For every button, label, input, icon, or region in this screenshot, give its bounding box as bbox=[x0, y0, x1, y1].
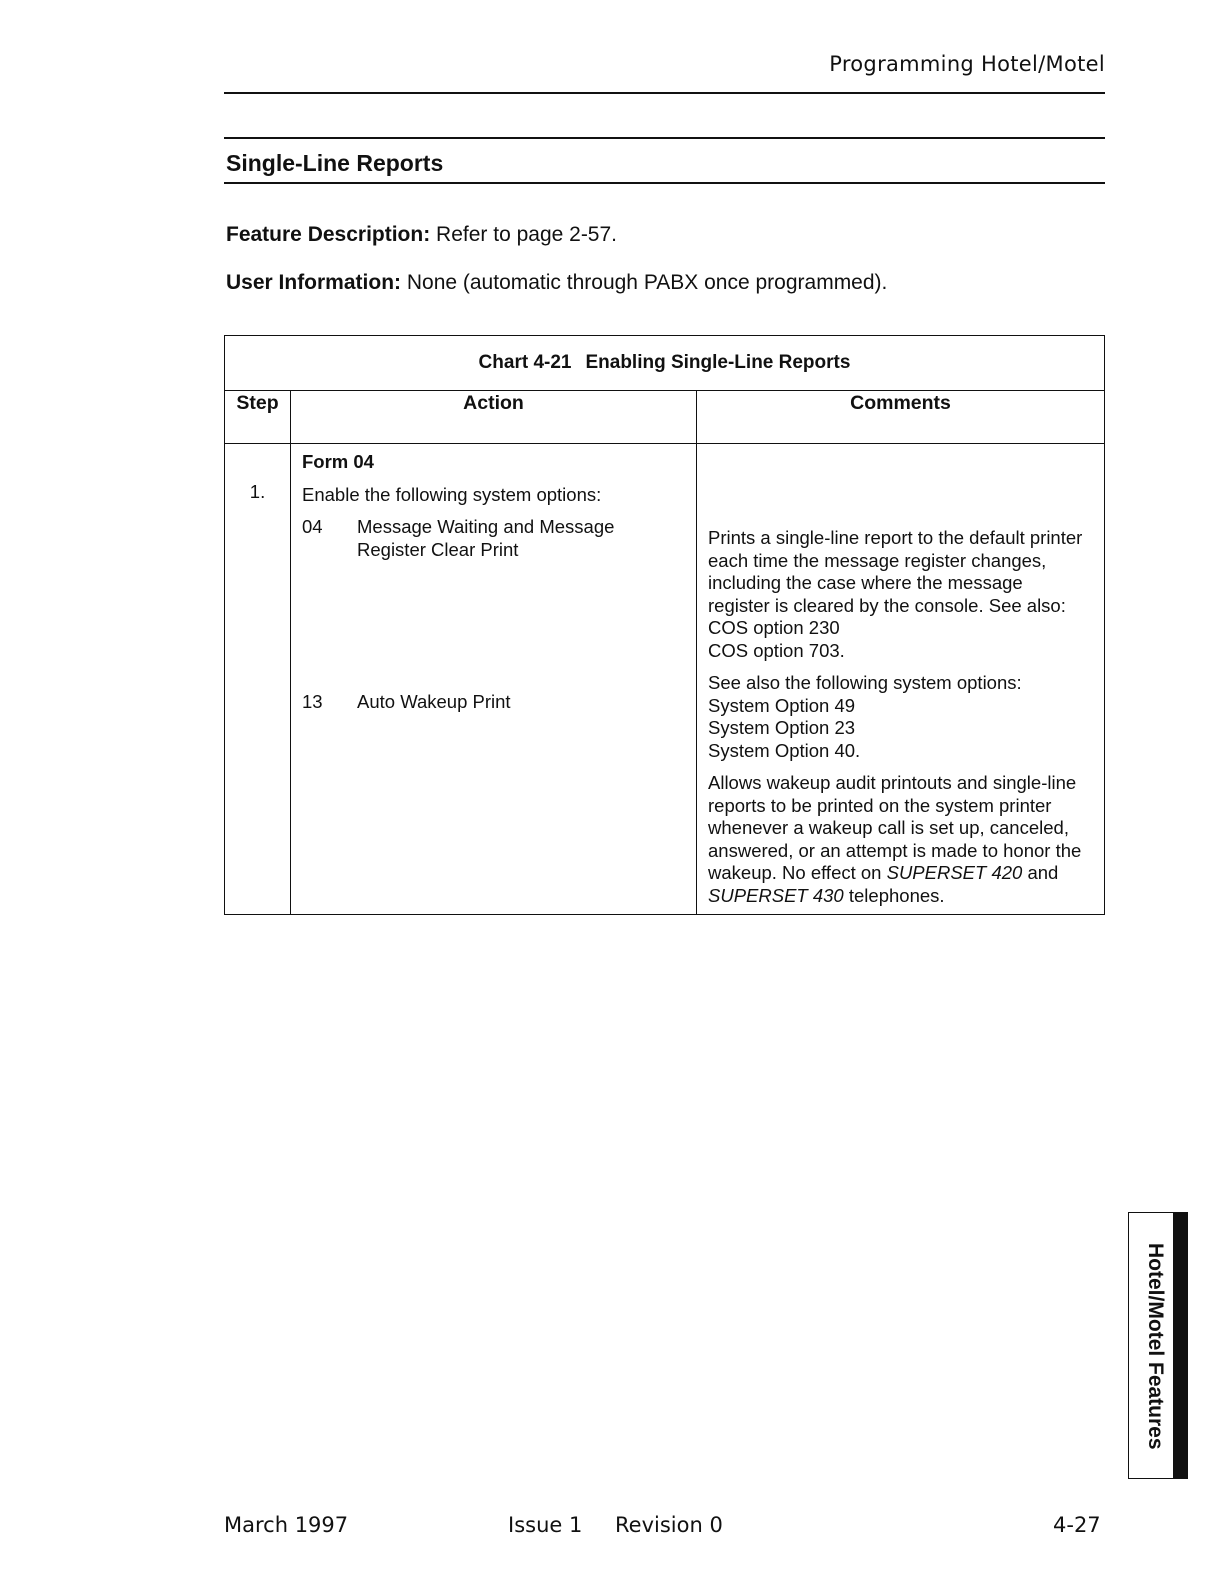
comment-line: each time the message register changes, bbox=[708, 549, 1047, 571]
chart-caption bbox=[225, 336, 1105, 391]
product-name: SUPERSET 420 bbox=[886, 862, 1023, 883]
comment-line: System Option 23 bbox=[708, 717, 856, 738]
feature-description-text: Refer to page 2-57. bbox=[430, 223, 618, 246]
column-header-step: Step bbox=[225, 391, 291, 444]
chart-table bbox=[224, 335, 1105, 915]
footer-date: March 1997 bbox=[224, 1513, 349, 1537]
feature-description bbox=[226, 223, 617, 247]
page-number: 4-27 bbox=[1053, 1513, 1101, 1537]
comment-line: See also the following system options: bbox=[708, 672, 1022, 693]
comment-line bbox=[708, 862, 1093, 885]
option-row bbox=[302, 516, 685, 561]
action-cell bbox=[291, 444, 697, 915]
option-code: 13 bbox=[302, 691, 323, 712]
comment-line: System Option 49 bbox=[708, 694, 856, 716]
comment-text: wakeup. No effect on bbox=[708, 862, 887, 883]
comment-line: register is cleared by the console. See also: bbox=[708, 594, 1066, 616]
comment-line: System Option 40. bbox=[708, 739, 861, 761]
form-label: Form 04 bbox=[302, 451, 374, 472]
section-bottom-rule bbox=[224, 182, 1105, 184]
section-title: Single-Line Reports bbox=[226, 150, 444, 176]
action-intro: Enable the following system options: bbox=[302, 483, 602, 505]
option-row bbox=[302, 691, 685, 714]
comment-option-04 bbox=[708, 527, 1093, 762]
comment-line: COS option 703. bbox=[708, 639, 845, 661]
comment-line: whenever a wakeup call is set up, canceled, bbox=[708, 817, 1069, 838]
comment-line: answered, or an attempt is made to honor the bbox=[708, 839, 1082, 861]
chart-title: Enabling Single-Line Reports bbox=[585, 352, 851, 373]
column-header-comments: Comments bbox=[697, 391, 1105, 444]
running-header: Programming Hotel/Motel bbox=[829, 52, 1105, 76]
comment-text: telephones. bbox=[843, 884, 945, 906]
option-code: 04 bbox=[302, 516, 323, 537]
side-tab bbox=[1128, 1212, 1188, 1479]
header-rule bbox=[224, 92, 1105, 94]
user-information bbox=[226, 271, 887, 295]
option-label: Auto Wakeup Print bbox=[357, 691, 511, 712]
step-number: 1. bbox=[249, 481, 266, 502]
user-information-text: None (automatic through PABX once programmed). bbox=[401, 271, 888, 294]
comment-option-13 bbox=[708, 772, 1093, 907]
table-header-row bbox=[225, 391, 1105, 444]
comment-line: including the case where the message bbox=[708, 572, 1023, 593]
comment-text: and bbox=[1022, 862, 1059, 883]
comment-line: COS option 230 bbox=[708, 617, 840, 638]
comment-line: reports to be printed on the system printer bbox=[708, 794, 1052, 816]
option-label: Message Waiting and Message Register Clear Print bbox=[357, 516, 615, 560]
step-cell bbox=[225, 444, 291, 915]
comment-line bbox=[708, 885, 1093, 908]
comment-line: Allows wakeup audit printouts and single-line bbox=[708, 772, 1077, 793]
footer-revision: Revision 0 bbox=[615, 1513, 723, 1537]
table-row bbox=[225, 444, 1105, 915]
section-top-rule bbox=[224, 137, 1105, 139]
column-header-action: Action bbox=[291, 391, 697, 444]
comments-cell bbox=[697, 444, 1105, 915]
side-tab-bar bbox=[1173, 1213, 1187, 1478]
chart-number: Chart 4-21 bbox=[478, 352, 572, 373]
comment-line: Prints a single-line report to the default printer bbox=[708, 527, 1083, 548]
user-information-label: User Information: bbox=[226, 271, 402, 294]
footer-issue: Issue 1 bbox=[508, 1513, 583, 1537]
side-tab-label: Hotel/Motel Features bbox=[1144, 1242, 1167, 1450]
product-name: SUPERSET 430 bbox=[708, 884, 844, 906]
feature-description-label: Feature Description: bbox=[226, 223, 431, 246]
